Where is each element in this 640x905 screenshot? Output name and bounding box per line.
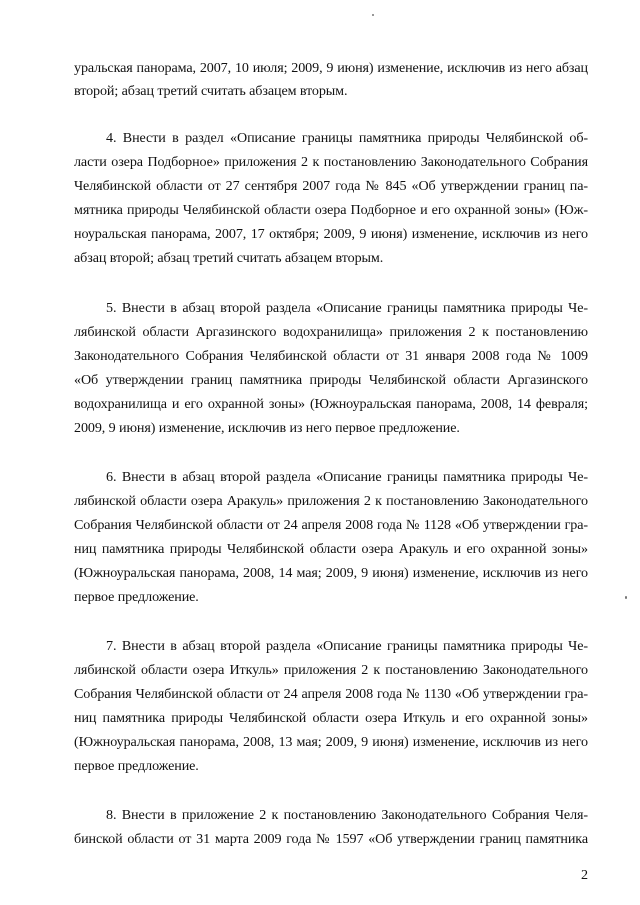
paragraph-3-line-5: первое предложение.	[74, 589, 199, 605]
paragraph-4-line-0: 7. Внести в абзац второй раздела «Описание границы памятника природы Че-	[106, 638, 588, 654]
paragraph-4-line-5: первое предложение.	[74, 758, 199, 774]
paragraph-3-line-4: (Южноуральская панорама, 2008, 14 мая; 2009, 9 июня) изменение, исключив из него	[74, 565, 588, 581]
paragraph-2-line-4: водохранилища и его охранной зоны» (Южноуральская панорама, 2008, 14 февраля;	[74, 396, 588, 412]
paragraph-4-line-4: (Южноуральская панорама, 2008, 13 мая; 2009, 9 июня) изменение, исключив из него	[74, 734, 588, 750]
paragraph-2-line-0: 5. Внести в абзац второй раздела «Описание границы памятника природы Че-	[106, 300, 588, 316]
paragraph-2-line-5: 2009, 9 июня) изменение, исключив из него первое предложение.	[74, 420, 460, 436]
paragraph-0-line-0: уральская панорама, 2007, 10 июля; 2009, 9 июня) изменение, исключив из него абзац	[74, 60, 588, 76]
paragraph-3-line-1: лябинской области озера Аракуль» приложения 2 к постановлению Законодательного	[74, 493, 588, 509]
scan-speck	[625, 596, 627, 599]
paragraph-4-line-3: ниц памятника природы Челябинской области озера Иткуль и его охранной зоны»	[74, 710, 588, 726]
paragraph-3-line-0: 6. Внести в абзац второй раздела «Описание границы памятника природы Че-	[106, 469, 588, 485]
paragraph-1-line-4: ноуральская панорама, 2007, 17 октября; 2009, 9 июня) изменение, исключив из него	[74, 226, 588, 242]
scan-speck	[372, 14, 374, 16]
paragraph-3-line-2: Собрания Челябинской области от 24 апреля 2008 года № 1128 «Об утверждении гра-	[74, 517, 588, 533]
paragraph-2-line-1: лябинской области Аргазинского водохранилища» приложения 2 к постановлению	[74, 324, 588, 340]
paragraph-4-line-2: Собрания Челябинской области от 24 апреля 2008 года № 1130 «Об утверждении гра-	[74, 686, 588, 702]
paragraph-1-line-0: 4. Внести в раздел «Описание границы памятника природы Челябинской об-	[106, 130, 588, 146]
paragraph-2-line-2: Законодательного Собрания Челябинской области от 31 января 2008 года № 1009	[74, 348, 588, 364]
paragraph-4-line-1: лябинской области озера Иткуль» приложения 2 к постановлению Законодательного	[74, 662, 588, 678]
paragraph-3-line-3: ниц памятника природы Челябинской области озера Аракуль и его охранной зоны»	[74, 541, 588, 557]
paragraph-0-line-1: второй; абзац третий считать абзацем вторым.	[74, 83, 348, 99]
paragraph-1-line-5: абзац второй; абзац третий считать абзацем вторым.	[74, 250, 384, 266]
paragraph-5-line-1: бинской области от 31 марта 2009 года № 1597 «Об утверждении границ памятника	[74, 831, 588, 847]
paragraph-1-line-1: ласти озера Подборное» приложения 2 к постановлению Законодательного Собрания	[74, 154, 588, 170]
paragraph-1-line-3: мятника природы Челябинской области озера Подборное и его охранной зоны» (Юж-	[74, 202, 588, 218]
paragraph-1-line-2: Челябинской области от 27 сентября 2007 года № 845 «Об утверждении границ па-	[74, 178, 588, 194]
paragraph-2-line-3: «Об утверждении границ памятника природы Челябинской области Аргазинского	[74, 372, 588, 388]
page-number: 2	[581, 867, 588, 883]
paragraph-5-line-0: 8. Внести в приложение 2 к постановлению Законодательного Собрания Челя-	[106, 807, 588, 823]
